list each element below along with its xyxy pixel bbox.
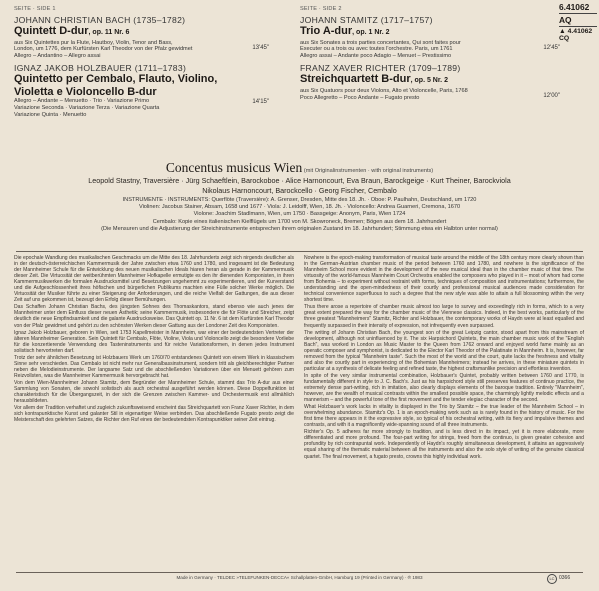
work-title: Trio A-dur, op. 1 Nr. 2 [300,25,390,37]
catalog-alt-number: ▲ 4.41062 CQ [559,28,593,42]
work-holzbauer [14,63,269,119]
ensemble-members: Nikolaus Harnoncourt, Barockcello · Georg Fischer, Cembalo [202,185,397,195]
cembalo-note: Cembalo: Kopie eines italienischen Kielflügels um 1700 von M. Skowroneck, Bremen; Bögen aus dem 18. Jahrhundert (Die Mensuren und die Adjustierung der Streichinstrumente entsprechen ihrem originalen Zustand im 18. Jahrhundert; Stimmung etwa ein Halbton unter normal) [101,219,498,233]
composer-name: IGNAZ JAKOB HOLZBAUER (1711–1783) [14,63,187,74]
divider [16,251,583,252]
label-code-number: 0366 [559,575,571,581]
composer-name: JOHANN CHRISTIAN BACH (1735–1782) [14,15,186,25]
side-1-label: SEITE · SIDE 1 [14,6,56,12]
catalog-number: 6.41062 [559,2,597,14]
side-2-label: SEITE · SIDE 2 [300,6,342,12]
work-duration: 13'45" [252,45,269,51]
composer-name: FRANZ XAVER RICHTER (1709–1789) [300,63,461,74]
instruments-list: INSTRUMENTE · INSTRUMENTS: Querflöte (Traversière): A. Grenser, Dresden, Mitte des 18. Jh. · Oboe: P. Paulhahn, Deutschland, um 1720 Violinen: Jacobus Stainer, Absam, 1658 und 1677 · Viola: J. Leidolff, Wien, 18. Jh. · Violoncello: Andrea Guarneri, Cremona, 1670 Violone: Joachim Stadlmann, Wien, um 1750 · Bassgeige: Anonym, Paris, Wien 1724 [122,197,477,218]
footer-credits: Made in Germany · TELDEC »TELEFUNKEN-DECCA« Schallplatten-GmbH, Hamburg 19 (Printed in Germany) · ℗ 1983 [176,575,423,580]
liner-notes-german: Die epochale Wandlung des musikalischen Geschmacks um die Mitte des 18. Jahrhunderts zeigt sich nirgends deutlicher als in der deutsch-österreichischen Kammermusik der Jahre zwischen etwa 1760 und 1780, und insgesamt ist die Bedeutung der Mannheimer Schule für die Entwicklung des neuen musikalischen Ideals hiaren heran als gerade in der Kammermusik dieser Zeit. Die Virtuosität der weitberühmten Mannheimer Hofkapelle ermutigte es den ihr dienenden Komponisten, in ihren Kammermusikwerken die formalen Ausdrucksmittel und Besetzungen ungehemmt zu experimentieren, und der Kurverstand und die Aufgeschlossenheit ihres höfischen und bürgerlichen Publikums machten eine Fülle solcher Werke möglich. Die Virtuosität der Musiker führte zu einer Steigerung der Anforderungen, und die reiche Vielfalt der Gattungen, die aus dieser Zeit auf uns gekommen ist, bezeugt den Erfolg dieser Bemühungen. Das Schaffen Johann Christian Bachs, des jüngsten Sohnes des Thomaskantors, stand ebenso wie auch jenes der Mannheimer unter dem Einfluss dieser neuen Ästhetik; seine Kammermusik, insbesondere die für Flöte und Streicher, zeigt deutlich die neue Empfindsamkeit und die galante Ausdrucksweise. Das Quintett op. 11 Nr. 6 ist dem Kurfürsten Karl Theodor von der Pfalz gewidmet und gehört zu den schönsten Werken dieser Gattung aus der Londoner Zeit des Komponisten. Ignaz Jakob Holzbauer, geboren in Wien, seit 1753 Kapellmeister in Mannheim, war einer der bedeutendsten Vertreter der älteren Mannheimer Generation. Sein Quintett für Cembalo, Flöte, Violine, Viola und Violoncello zeigt die besondere Vorliebe für die konzertierende Verwendung des Tasteninstruments und für reiche Variationsformen, in denen jedes Instrument solistisch hervortreten darf. Trotz der sehr ähnlichen Besetzung ist Holzbauers Werk um 1760/70 entstandenes Quintett von einem Werk in klassischem Sinne sehr verschieden. Das Cembalo ist nicht mehr nur Generalbassinstrument, sondern tritt als gleichberechtigter Partner neben die Melodieinstrumente. Der langsame Satz und die abschließenden Variationen über ein Menuett gehören zum Reizvollsten, was die Mannheimer Kammermusik hervorgebracht hat. Von dem Wien-Mannheimer Johann Stamitz, dem Begründer der Mannheimer Schule, stammt das Trio A-dur aus einer Sammlung von Sonaten, die sowohl solistisch als auch orchestral ausgeführt werden können. Diese Doppelfunktion ist charakteristisch für die Übergangszeit, in der sich die Grenzen zwischen Kammer- und Orchestermusik erst allmählich herausbildeten. Vor allem der Tradition verhaftet und zugleich zukunftsweisend erscheint das Streichquartett von Franz Xaver Richter, in dem sich kontrapunktische Kunst und galanter Stil in eigenartiger Weise verbinden. Das abschließende Fugato presto zeigt die Meisterschaft des gelehrten Satzes, die Richter den Ruf eines der bedeutendsten Kontrapunktiker seiner Zeit eintrug. [14,255,294,424]
work-stamitz [300,15,560,60]
ensemble-members: Leopold Stastny, Traversière · Jürg Schaeftlein, Barockoboe · Alice Harnoncourt, Eva Braun, Barockgeige · Kurt Theiner, Barockviola [88,176,511,185]
catalog-number-block [559,2,597,42]
work-description: aus Six Quintettes pur la Flute, Hautboy, Violin, Tenor and Bass, London, um 1776, dem Kurfürsten Karl Theodor von der Pfalz gewidmet Allegro – Andantino – Allegro assai [14,39,193,60]
catalog-suffix: AQ [559,14,597,27]
ensemble-block [0,160,599,233]
work-description: aus Six Sonates a trois parties concertantes, Qui sont faites pour Executer ou a trois ou avec toutes l'orchestre. Paris, um 1761 Allegro assai – Andante poco Adagio – Menuet – Prestissimo [300,39,461,60]
work-duration: 14'15" [252,99,269,106]
ensemble-title: Concentus musicus Wien (mit Originalinstrumenten · with original instruments) [165,160,434,175]
composer-name: JOHANN STAMITZ (1717–1757) [300,15,433,25]
work-description: Allegro – Andante – Menuetto · Trio · Variazione Primo Variazione Seconda · Variazione Terza · Variazione Quarta Variazione Quinta · Menuetto [14,98,160,119]
work-duration: 12'45" [543,45,560,51]
work-bach [14,15,269,60]
work-title: Quintett D-dur, op. 11 Nr. 6 [14,25,130,37]
work-duration: 12'00" [543,93,560,100]
work-title: Streichquartett B-dur, op. 5 Nr. 2 [300,73,448,86]
side-1-column [14,6,269,119]
label-code-logo: LC [547,574,557,584]
divider [16,572,583,573]
work-description: aus Six Quatuors pour deux Violons, Alto et Violoncelle, Paris, 1768 Poco Allegretto – Poco Andante – Fugato presto [300,87,468,101]
liner-notes-english: Nowhere is the epoch-making transformation of musical taste around the middle of the 18th century more clearly shown than in the German-Austrian chamber music of the period between 1760 and 1780, and nowhere is the significance of the Mannheim School more evident in the development of the new musical ideal than in the chamber music of that time. The virtuosity of the world-famous Mannheim Court Orchestra enabled the composers who played in it – most of whom had come from Bohemia – to experiment without restraint with forms, techniques of composition and instrumentations; furthermore, the understanding and the open-mindedness of their courtly and professional musical audiences made consideration for technical convenience superfluous to such a degree that the new style was able to attain a full blossoming within the very shortest time. Thus there arose a repertoire of chamber music almost too large to survey and exceedingly rich in forms, which to a very great extent prepared the way for the chamber music of the Viennese classics. Indeed, in the best works, particularly of the three greatest "Mannheimers" Stamitz, Richter and Holzbauer, the contemporary works of Haydn were at least equalled and frequently surpassed in their intensity of expression, not infrequently even surpassed. The writing of Johann Christian Bach, the youngest son of the great Leipzig cantor, stood apart from this mainstream of development, although not uninfluenced by it. The six Harpsichord Quintets, the main chamber music work of the "English Bach", was worked in London as Music Master to the Queen from 1762 onward and enjoyed world fame mainly as an operatic composer and symphonist, is dedicated to the Elector Karl Theodor of the Palatinate in Mannheim. It is, however, far removed from the typical "Mannheim taste". Such the most of the world and the court, quite lacks the freshness and vitality and also the courtly part in experiencing of the Bohemian Mannheimers; instead he arrives, in these miniature quintets in particular at a synthesis of delicate feeling and refined taste, the highest craftsmanlike precision and effortless invention. In spite of the very similar instrumental combination, Holzbauer's Quintet, probably written between 1760 and 1770, is fundamentally different in style to J. C. Bach's. Just as his harpsichord style still preserves features of continuo practice, the extremely dense part-writing, rich in imitation, also clearly displays elements of the baroque tradition. Entirely "Mannheim", however, are the wealth of musical contrasts within the smallest possible space, the charmingly lightly melodic effects and a mannerism – and the powerful tone of the first movement and the tender elegiac character of the second. What Holzbauer's work lacks in vitality is displayed in the Trio by Stamitz – the true leader of the Mannheim School – in overwhelming abundance. Stamitz's Op. 1 is an epoch-making work such as is rarely found in the history of music. For the first time there appears in it the expressive style, so typical of his orchestral writing, with its fiery and impulsive themes and contrasts, and with it a magnificently wide-spanning sound of all three instruments. Richter's Op. 5 adheres far more strongly to tradition, and is less direct in its impact, yet it is more elaborate, more differentiated and more profound. The four-part writing for strings, freed from the continuo, is given greater cohesion and profundity by rich contrapuntal work. Independently of Haydn's roughly simultaneous development, it attains an aggressively equal sharing of the thematic material between all the instruments and also the solo style of writing of the genuine classical quartet. The final movement, a fugato presto, crowns this highly individual work. [304,255,584,460]
work-richter [300,63,560,101]
side-2-column [300,6,560,102]
work-title: Quintetto per Cembalo, Flauto, Violino, Violetta e Violoncello B-dur [14,73,218,98]
